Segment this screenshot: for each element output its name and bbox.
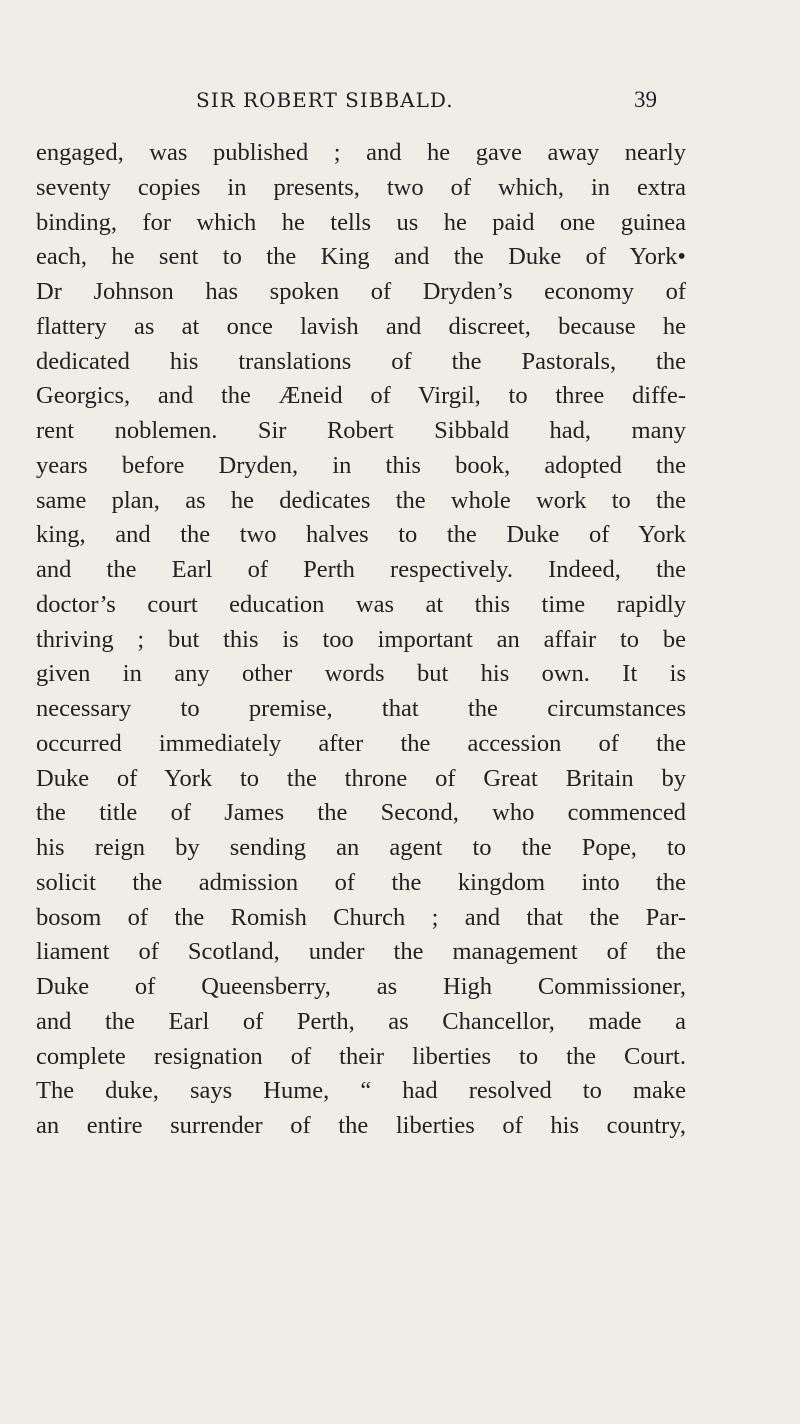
text-line: years before Dryden, in this book, adopted the (36, 451, 686, 479)
running-head (0, 88, 800, 116)
text-line: an entire surrender of the liberties of his country, (36, 1112, 686, 1139)
text-line: The duke, says Hume, “ had resolved to make (36, 1077, 686, 1105)
text-line: engaged, was published ; and he gave away nearly (36, 139, 686, 166)
text-line: solicit the admission of the kingdom into the (36, 868, 686, 896)
text-line: flattery as at once lavish and discreet, because he (36, 312, 686, 340)
text-line: Dr Johnson has spoken of Dryden’s economy of (36, 278, 686, 305)
text-line: and the Earl of Perth, as Chancellor, made a (36, 1007, 686, 1035)
text-line: given in any other words but his own. It is (36, 660, 686, 688)
text-line: rent noblemen. Sir Robert Sibbald had, many (36, 417, 686, 444)
text-line: seventy copies in presents, two of which, in extra (36, 173, 686, 201)
text-line: necessary to premise, that the circumstances (36, 695, 686, 722)
text-line: and the Earl of Perth respectively. Indeed, the (36, 556, 686, 583)
text-line: thriving ; but this is too important an affair to be (36, 625, 686, 653)
text-line: Georgics, and the Æneid of Virgil, to three diffe- (36, 382, 686, 410)
text-line: doctor’s court education was at this time rapidly (36, 590, 686, 618)
text-line: his reign by sending an agent to the Pope, to (36, 834, 686, 861)
text-line: binding, for which he tells us he paid one guinea (36, 208, 686, 236)
body-text (36, 136, 686, 1144)
text-line: occurred immediately after the accession of the (36, 729, 686, 757)
text-line: the title of James the Second, who commenced (36, 799, 686, 827)
page-number: 39 (634, 87, 657, 112)
text-line: dedicated his translations of the Pastorals, the (36, 347, 686, 375)
text-line: king, and the two halves to the Duke of York (36, 521, 686, 549)
text-line: bosom of the Romish Church ; and that the Par- (36, 903, 686, 931)
text-line: Duke of York to the throne of Great Britain by (36, 764, 686, 792)
text-line: each, he sent to the King and the Duke of York• (36, 243, 686, 271)
text-line: Duke of Queensberry, as High Commissioner, (36, 973, 686, 1000)
running-title: SIR ROBERT SIBBALD. (196, 88, 454, 112)
text-line: same plan, as he dedicates the whole work to the (36, 486, 686, 514)
text-line: liament of Scotland, under the management of the (36, 938, 686, 966)
text-line: complete resignation of their liberties to the Court. (36, 1042, 686, 1070)
